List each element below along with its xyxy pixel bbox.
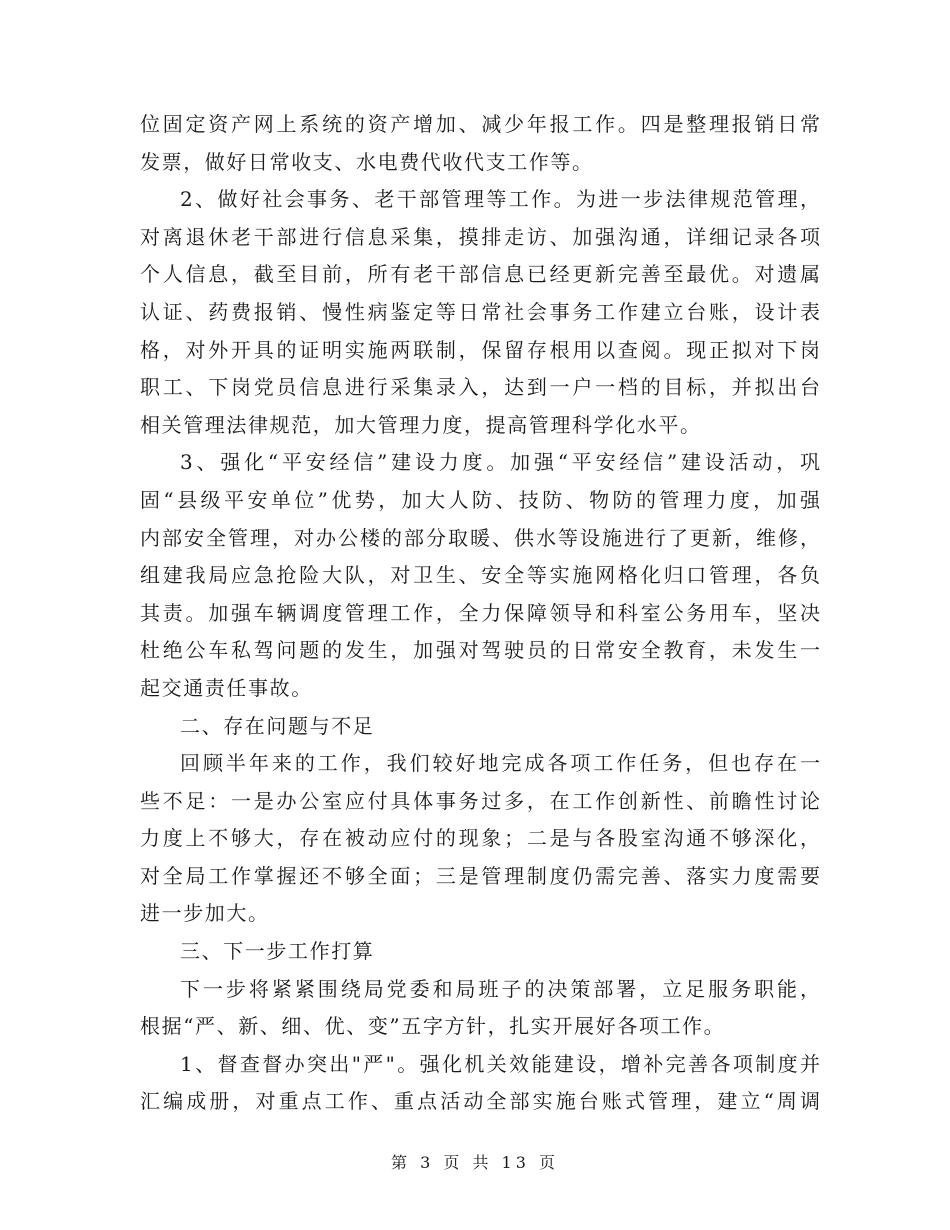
text-line: 汇编成册，对重点工作、重点活动全部实施台账式管理，建立“周调 — [140, 1089, 820, 1114]
footer-prefix: 第 — [390, 1153, 411, 1172]
text-line: 职工、下岗党员信息进行采集录入，达到一户一档的目标，并拟出台 — [140, 375, 820, 400]
text-line: 些不足：一是办公室应付具体事务过多，在工作创新性、前瞻性讨论 — [140, 788, 820, 813]
text-line: 个人信息，截至目前，所有老干部信息已经更新完善至最优。对遗属 — [140, 262, 820, 287]
document-body — [140, 106, 820, 1121]
text-line: 根据“严、新、细、优、变”五字方针，扎实开展好各项工作。 — [140, 1014, 726, 1039]
page-footer — [0, 1150, 950, 1173]
text-line: 起交通责任事故。 — [140, 675, 313, 700]
text-line: 3、强化“平安经信”建设力度。加强“平安经信”建设活动，巩 — [180, 450, 820, 475]
text-line: 对全局工作掌握还不够全面；三是管理制度仍需完善、落实力度需要 — [140, 863, 820, 888]
text-line: 回顾半年来的工作，我们较好地完成各项工作任务，但也存在一 — [180, 751, 820, 776]
text-line: 格，对外开具的证明实施两联制，保留存根用以查阅。现正拟对下岗 — [140, 337, 820, 362]
text-line: 2、做好社会事务、老干部管理等工作。为进一步法律规范管理， — [180, 187, 820, 212]
text-line: 杜绝公车私驾问题的发生，加强对驾驶员的日常安全教育，未发生一 — [140, 638, 820, 663]
footer-page-number: 3 — [420, 1153, 435, 1172]
text-line: 固“县级平安单位”优势，加大人防、技防、物防的管理力度，加强 — [140, 487, 820, 512]
text-line: 组建我局应急抢险大队，对卫生、安全等实施网格化归口管理，各负 — [140, 563, 820, 588]
text-line: 进一步加大。 — [140, 901, 270, 926]
text-line: 认证、药费报销、慢性病鉴定等日常社会事务工作建立台账，设计表 — [140, 299, 820, 324]
footer-suffix: 页 — [539, 1153, 560, 1172]
text-line: 内部安全管理，对办公楼的部分取暖、供水等设施进行了更新，维修， — [140, 525, 820, 550]
text-line: 相关管理法律规范，加大管理力度，提高管理科学化水平。 — [140, 412, 702, 437]
text-line: 三、下一步工作打算 — [180, 939, 375, 964]
text-line: 二、存在问题与不足 — [180, 713, 375, 738]
text-line: 其责。加强车辆调度管理工作，全力保障领导和科室公务用车，坚决 — [140, 600, 820, 625]
text-line: 1、督查督办突出"严"。强化机关效能建设，增补完善各项制度并 — [180, 1051, 820, 1076]
footer-middle: 页 共 — [443, 1153, 493, 1172]
footer-total-pages: 13 — [501, 1153, 530, 1172]
text-line: 下一步将紧紧围绕局党委和局班子的决策部署，立足服务职能， — [180, 976, 820, 1001]
text-line: 对离退休老干部进行信息采集，摸排走访、加强沟通，详细记录各项 — [140, 224, 820, 249]
text-line: 力度上不够大，存在被动应付的现象；二是与各股室沟通不够深化， — [140, 826, 820, 851]
text-line: 发票，做好日常收支、水电费代收代支工作等。 — [140, 149, 594, 174]
text-line: 位固定资产网上系统的资产增加、减少年报工作。四是整理报销日常 — [140, 112, 820, 136]
